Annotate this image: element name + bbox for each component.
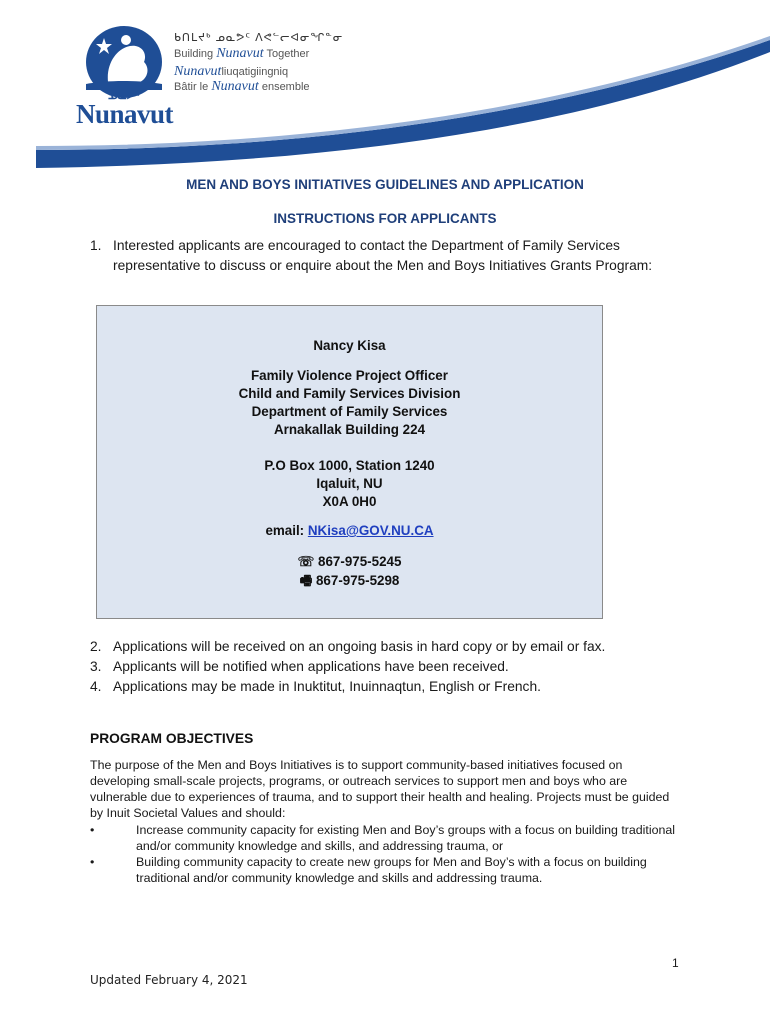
contact-building: Arnakallak Building 224 bbox=[273, 422, 426, 437]
contact-name: Nancy Kisa bbox=[313, 338, 386, 353]
instruction-text: Applications may be made in Inuktitut, Inuinnaqtun, English or French. bbox=[113, 679, 541, 694]
section-title-instructions: INSTRUCTIONS FOR APPLICANTS bbox=[273, 211, 497, 226]
contact-department: Department of Family Services bbox=[251, 404, 448, 419]
email-link[interactable]: NKisa@GOV.NU.CA bbox=[307, 523, 434, 538]
instruction-item: 2. Applications will be received on an ongoing basis in hard copy or by email or fax. bbox=[90, 637, 680, 657]
instruction-text: Applicants will be notified when applications have been received. bbox=[113, 659, 509, 674]
objectives-paragraph: The purpose of the Men and Boys Initiatives is to support community-based initiatives focused on developing small-scale projects, programs, or outreach services to support men and boys who are vulnerable due to experiences of trauma, and to support their health and healing. Projects must be guided by Inuit Societal Values and should: bbox=[90, 758, 670, 820]
objective-bullet-text: Increase community capacity for existing Men and Boy’s groups with a focus on building traditional and/or community knowledge and skills, and addressing trauma, or bbox=[136, 823, 676, 853]
contact-phone-line bbox=[96, 554, 603, 570]
tagline-english: Building Nunavut Together bbox=[174, 46, 310, 61]
fax-icon: 🖷 bbox=[299, 573, 313, 588]
contact-po-box: P.O Box 1000, Station 1240 bbox=[264, 458, 435, 473]
contact-postal-code: X0A 0H0 bbox=[322, 494, 377, 509]
instruction-item: 4. Applications may be made in Inuktitut, Inuinnaqtun, English or French. bbox=[90, 677, 680, 697]
objective-bullet-text: Building community capacity to create new groups for Men and Boy’s with a focus on building traditional and/or community knowledge and skills and addressing trauma. bbox=[136, 855, 647, 885]
tagline-inuinnaqtun: Nunavutliuqatigiingniq bbox=[174, 64, 289, 79]
contact-division: Child and Family Services Division bbox=[238, 386, 461, 401]
contact-city: Iqaluit, NU bbox=[316, 476, 383, 491]
contact-fax: 867-975-5298 bbox=[315, 573, 400, 588]
contact-email-line: email: NKisa@GOV.NU.CA bbox=[265, 523, 434, 538]
instruction-item: 3. Applicants will be notified when applications have been received. bbox=[90, 657, 680, 677]
section-title-objectives: PROGRAM OBJECTIVES bbox=[90, 731, 254, 746]
contact-fax-line bbox=[96, 572, 603, 594]
updated-date: Updated February 4, 2021 bbox=[90, 973, 248, 987]
instruction-item: 1. Interested applicants are encouraged to contact the Department of Family Services representative to discuss or enquire about the Men and Boys Initiatives Grants Program: bbox=[90, 236, 680, 298]
phone-icon: ☏ bbox=[297, 554, 315, 569]
instruction-text: Interested applicants are encouraged to contact the Department of Family Services representative to discuss or enquire about the Men and Boys Initiatives Grants Program: bbox=[113, 238, 653, 273]
document-title: MEN AND BOYS INITIATIVES GUIDELINES AND APPLICATION bbox=[186, 177, 584, 192]
contact-phone: 867-975-5245 bbox=[318, 554, 402, 569]
contact-title: Family Violence Project Officer bbox=[251, 368, 448, 383]
tagline-syllabics: ᑲᑎᒪᔪᒃ ᓄᓇᕗᑦ ᐱᕙᓪᓕᐊᓂᖏᓐᓂ bbox=[174, 32, 344, 44]
tagline-french: Bâtir le Nunavut ensemble bbox=[174, 79, 310, 94]
instruction-text: Applications will be received on an ongoing basis in hard copy or by email or fax. bbox=[113, 639, 606, 654]
objective-bullet: • Increase community capacity for existing Men and Boy’s groups with a focus on building traditional and/or community knowledge and skills, and addressing trauma, or bbox=[90, 822, 690, 854]
logo-wordmark: Nunavut bbox=[76, 99, 174, 129]
page-number: 1 bbox=[672, 956, 679, 970]
logo-syllabics: ᓄᓇᕗᑦ bbox=[108, 90, 140, 102]
objective-bullet: • Building community capacity to create new groups for Men and Boy’s with a focus on building traditional and/or community knowledge and skills and addressing trauma. bbox=[90, 854, 690, 886]
